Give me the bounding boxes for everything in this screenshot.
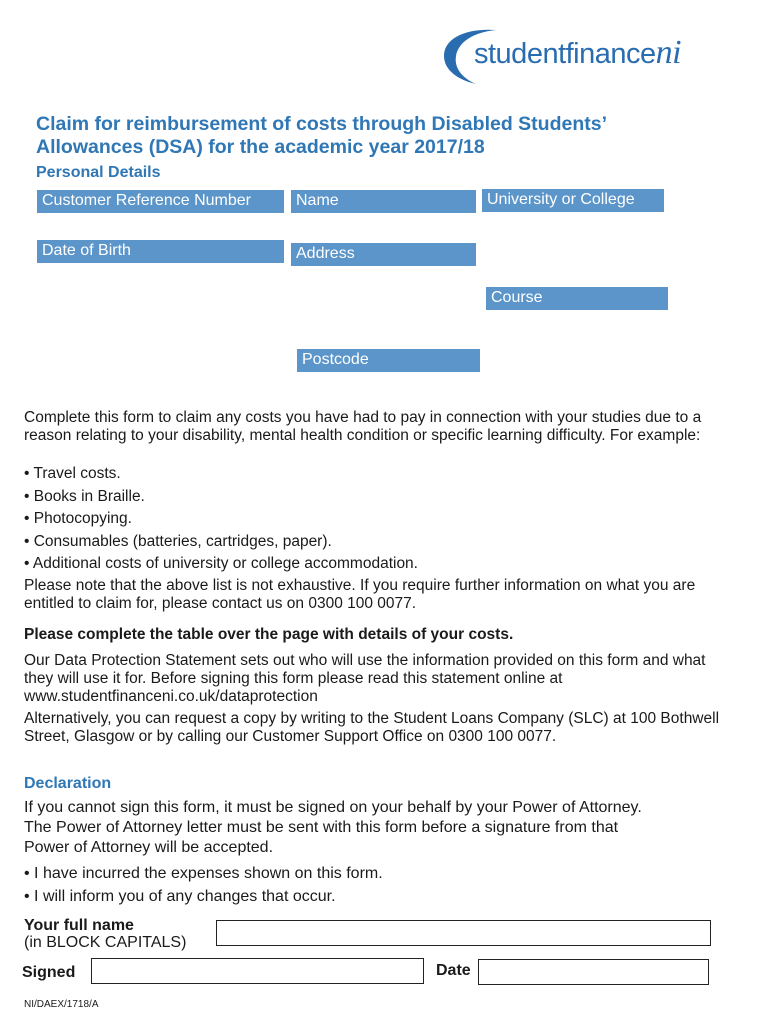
list-item: • Books in Braille. <box>24 487 145 505</box>
personal-details-heading: Personal Details <box>36 164 161 181</box>
course-field[interactable]: Course <box>486 287 668 310</box>
declaration-list <box>24 863 724 908</box>
declaration-heading: Declaration <box>24 775 112 792</box>
complete-table-note: Please complete the table over the page with details of your costs. <box>24 626 514 643</box>
date-input[interactable] <box>478 959 709 985</box>
logo-wordmark <box>474 34 681 72</box>
signed-label: Signed <box>22 964 76 981</box>
postcode-field[interactable]: Postcode <box>297 349 480 372</box>
list-item: • Additional costs of university or college accommodation. <box>24 555 418 572</box>
signature-input[interactable] <box>91 958 424 984</box>
list-item: • I have incurred the expenses shown on this form. <box>24 865 383 882</box>
logo-text-ni: ni <box>655 34 682 71</box>
page-title: Claim for reimbursement of costs through Disabled Students’ Allowances (DSA) for the academic year 2017/18 <box>36 113 606 158</box>
studentfinanceni-logo <box>436 24 736 88</box>
declaration-text: If you cannot sign this form, it must be signed on your behalf by your Power of Attorney. The Power of Attorney letter must be sent with this form before a signature from that Power of Attorney will be accepted. <box>24 799 642 856</box>
list-item: • Consumables (batteries, cartridges, paper). <box>24 532 332 550</box>
list-item: • Travel costs. <box>24 465 121 482</box>
alternative-copy-paragraph: Alternatively, you can request a copy by writing to the Student Loans Company (SLC) at 100 Bothwell Street, Glasgow or by calling our Customer Support Office on 0300 100 0077. <box>24 710 720 745</box>
logo-text-main: studentfinance <box>474 38 656 70</box>
date-label: Date <box>436 962 471 979</box>
full-name-sublabel: (in BLOCK CAPITALS) <box>24 934 187 951</box>
list-item: • I will inform you of any changes that occur. <box>24 887 336 905</box>
full-name-input[interactable] <box>216 920 711 946</box>
date-of-birth-field[interactable]: Date of Birth <box>37 240 284 263</box>
customer-reference-field[interactable]: Customer Reference Number <box>37 190 284 213</box>
examples-list <box>24 463 724 576</box>
intro-paragraph: Complete this form to claim any costs you have had to pay in connection with your studies due to a reason relating to your disability, mental health condition or specific learning difficulty. For example: <box>24 409 702 444</box>
university-field[interactable]: University or College <box>482 189 664 212</box>
exhaustive-note: Please note that the above list is not exhaustive. If you require further information on what you are entitled to claim for, please contact us on 0300 100 0077. <box>24 577 696 612</box>
address-field[interactable]: Address <box>291 243 476 266</box>
name-field[interactable]: Name <box>291 190 476 213</box>
full-name-label: Your full name <box>24 917 134 934</box>
form-reference: NI/DAEX/1718/A <box>24 999 99 1010</box>
data-protection-paragraph: Our Data Protection Statement sets out who will use the information provided on this form and what they will use it for. Before signing this form please read this statement online at www.studentfinanceni.co.uk/dataprotection <box>24 652 706 705</box>
list-item: • Photocopying. <box>24 510 132 527</box>
